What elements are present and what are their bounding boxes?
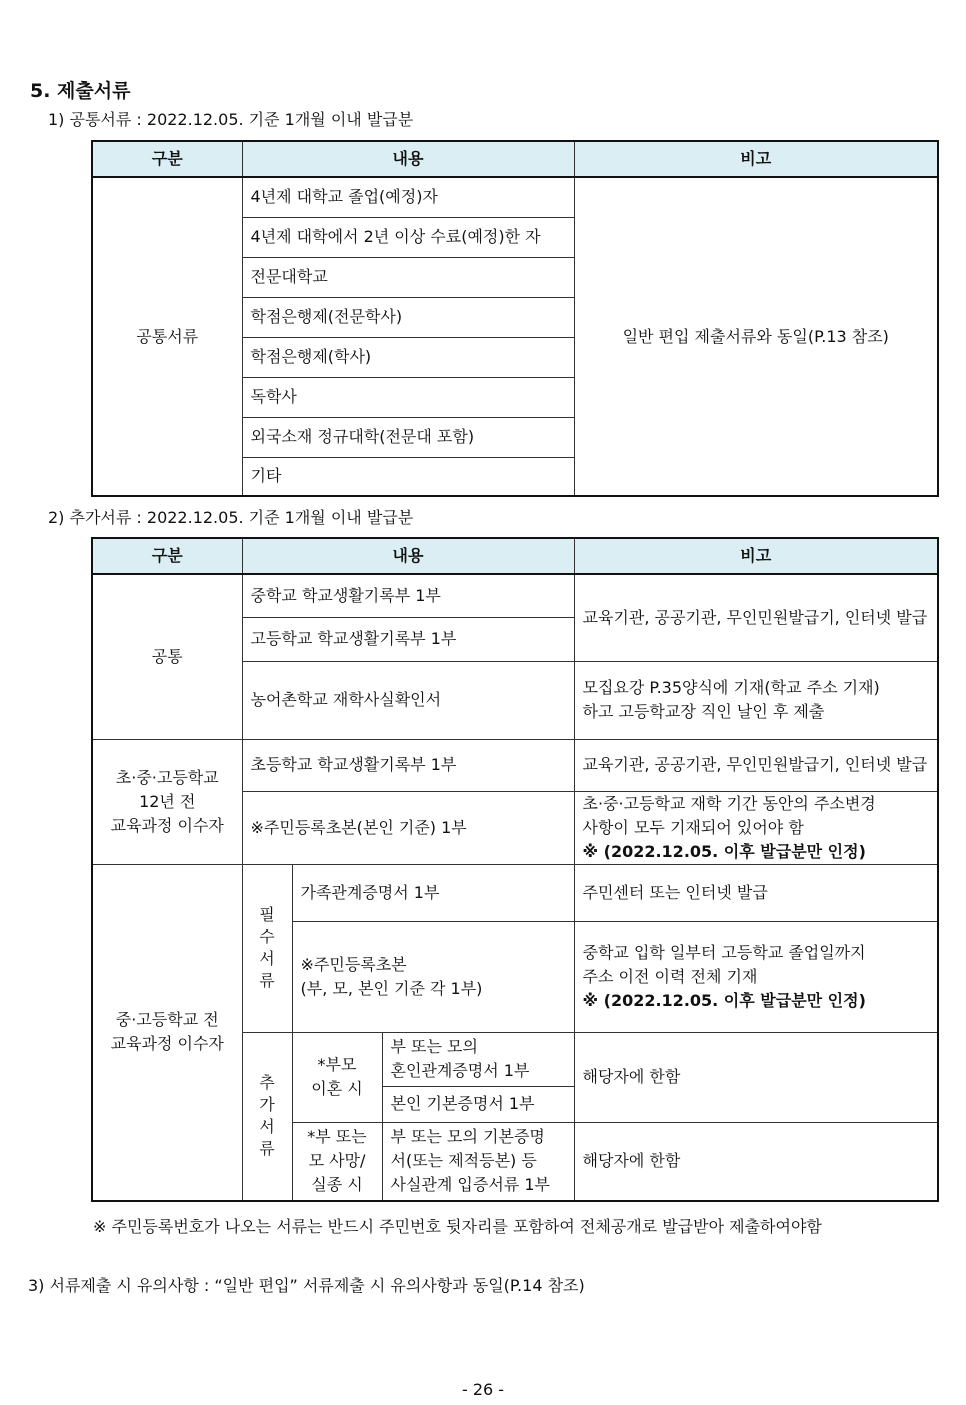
table-row: 농어촌학교 재학사실확인서 xyxy=(242,661,574,739)
condition-line: 모 사망/ xyxy=(308,1151,366,1171)
header-content: 내용 xyxy=(242,538,574,574)
remark-cell: 교육기관, 공공기관, 무인민원발급기, 인터넷 발급 xyxy=(574,574,938,661)
section-heading: 5. 제출서류 xyxy=(30,80,131,102)
condition-line: 실종 시 xyxy=(311,1175,363,1195)
additional-docs-table xyxy=(91,537,939,1202)
page-number: - 26 - xyxy=(461,1380,505,1399)
label-char: 서 xyxy=(259,1117,275,1137)
category-line: 교육과정 이수자 xyxy=(110,1034,224,1054)
category-line: 중·고등학교 전 xyxy=(115,1010,219,1030)
required-docs-label xyxy=(242,864,292,1032)
header-remark: 비고 xyxy=(574,141,938,177)
table-row: 학점은행제(전문학사) xyxy=(242,297,574,337)
label-char: 추 xyxy=(259,1073,275,1093)
remark-line: 중학교 입학 일부터 고등학교 졸업일까지 xyxy=(582,942,866,962)
remark-cell: 주민센터 또는 인터넷 발급 xyxy=(574,864,938,921)
remark-cell: 해당자에 한함 xyxy=(574,1122,938,1201)
divorce-condition xyxy=(292,1032,382,1122)
table-row: 4년제 대학에서 2년 이상 수료(예정)한 자 xyxy=(242,217,574,257)
remark-line: ※ (2022.12.05. 이후 발급분만 인정) xyxy=(582,990,866,1010)
category-cell: 공통서류 xyxy=(92,177,242,496)
header-content: 내용 xyxy=(242,141,574,177)
table-row: 전문대학교 xyxy=(242,257,574,297)
category-middle-high xyxy=(92,864,242,1201)
label-char: 수 xyxy=(259,927,275,946)
remark-cell xyxy=(574,921,938,1032)
remark-line: ※ (2022.12.05. 이후 발급분만 인정) xyxy=(582,841,866,861)
header-category: 구분 xyxy=(92,538,242,574)
table-row: 본인 기본증명서 1부 xyxy=(382,1086,574,1122)
condition-line: 이혼 시 xyxy=(311,1079,363,1098)
category-line: 교육과정 이수자 xyxy=(110,815,224,835)
remark-cell xyxy=(574,661,938,739)
label-char: 필 xyxy=(259,905,275,924)
death-condition xyxy=(292,1122,382,1201)
table-row: 학점은행제(학사) xyxy=(242,337,574,377)
content-line: 부 또는 모의 xyxy=(390,1037,478,1056)
table-row: 중학교 학교생활기록부 1부 xyxy=(242,574,574,617)
condition-line: *부 또는 xyxy=(307,1127,367,1147)
content-line: 혼인관계증명서 1부 xyxy=(390,1061,530,1080)
common-docs-table xyxy=(91,140,939,497)
header-remark: 비고 xyxy=(574,538,938,574)
category-common: 공통 xyxy=(92,574,242,739)
remark-line: 사항이 모두 기재되어 있어야 함 xyxy=(582,817,804,837)
resident-number-note: ※ 주민등록번호가 나오는 서류는 반드시 주민번호 뒷자리를 포함하여 전체공개로 발급받아 제출하여야함 xyxy=(93,1217,822,1236)
label-char: 서 xyxy=(259,949,275,968)
table-row: 고등학교 학교생활기록부 1부 xyxy=(242,617,574,661)
table-row xyxy=(292,921,574,1032)
content-line: 부 또는 모의 기본증명 xyxy=(390,1127,545,1147)
common-docs-title: 1) 공통서류 : 2022.12.05. 기준 1개월 이내 발급분 xyxy=(48,110,414,129)
table-row xyxy=(382,1032,574,1086)
content-line: 서(또는 제적등본) 등 xyxy=(390,1151,537,1171)
remark-cell xyxy=(574,791,938,864)
content-line: ※주민등록초본 xyxy=(300,954,407,974)
submission-tip: 3) 서류제출 시 유의사항 : “일반 편입” 서류제출 시 유의사항과 동일(P.14 참조) xyxy=(28,1276,585,1295)
remark-line: 모집요강 P.35양식에 기재(학교 주소 기재) xyxy=(582,678,880,697)
table-row: ※주민등록초본(본인 기준) 1부 xyxy=(242,791,574,864)
remark-cell: 일반 편입 제출서류와 동일(P.13 참조) xyxy=(574,177,938,496)
table-row: 기타 xyxy=(242,457,574,496)
table-row: 초등학교 학교생활기록부 1부 xyxy=(242,739,574,791)
category-line: 12년 전 xyxy=(139,791,196,811)
label-char: 가 xyxy=(259,1095,275,1115)
table-row: 독학사 xyxy=(242,377,574,417)
remark-line: 주소 이전 이력 전체 기재 xyxy=(582,966,758,986)
remark-line: 하고 고등학교장 직인 날인 후 제출 xyxy=(582,702,825,721)
label-char: 류 xyxy=(259,971,275,990)
condition-line: *부모 xyxy=(317,1055,357,1074)
content-line: (부, 모, 본인 기준 각 1부) xyxy=(300,978,483,998)
content-line: 사실관계 입증서류 1부 xyxy=(390,1175,550,1195)
additional-docs-label xyxy=(242,1032,292,1201)
category-line: 초·중·고등학교 xyxy=(115,767,219,787)
additional-docs-title: 2) 추가서류 : 2022.12.05. 기준 1개월 이내 발급분 xyxy=(48,508,414,527)
remark-cell: 교육기관, 공공기관, 무인민원발급기, 인터넷 발급 xyxy=(574,739,938,791)
label-char: 류 xyxy=(259,1139,275,1159)
category-12yr xyxy=(92,739,242,864)
table-row: 가족관계증명서 1부 xyxy=(292,864,574,921)
header-category: 구분 xyxy=(92,141,242,177)
table-row: 4년제 대학교 졸업(예정)자 xyxy=(242,177,574,217)
remark-cell: 해당자에 한함 xyxy=(574,1032,938,1122)
remark-line: 초·중·고등학교 재학 기간 동안의 주소변경 xyxy=(582,793,876,813)
table-row: 외국소재 정규대학(전문대 포함) xyxy=(242,417,574,457)
table-row xyxy=(382,1122,574,1201)
